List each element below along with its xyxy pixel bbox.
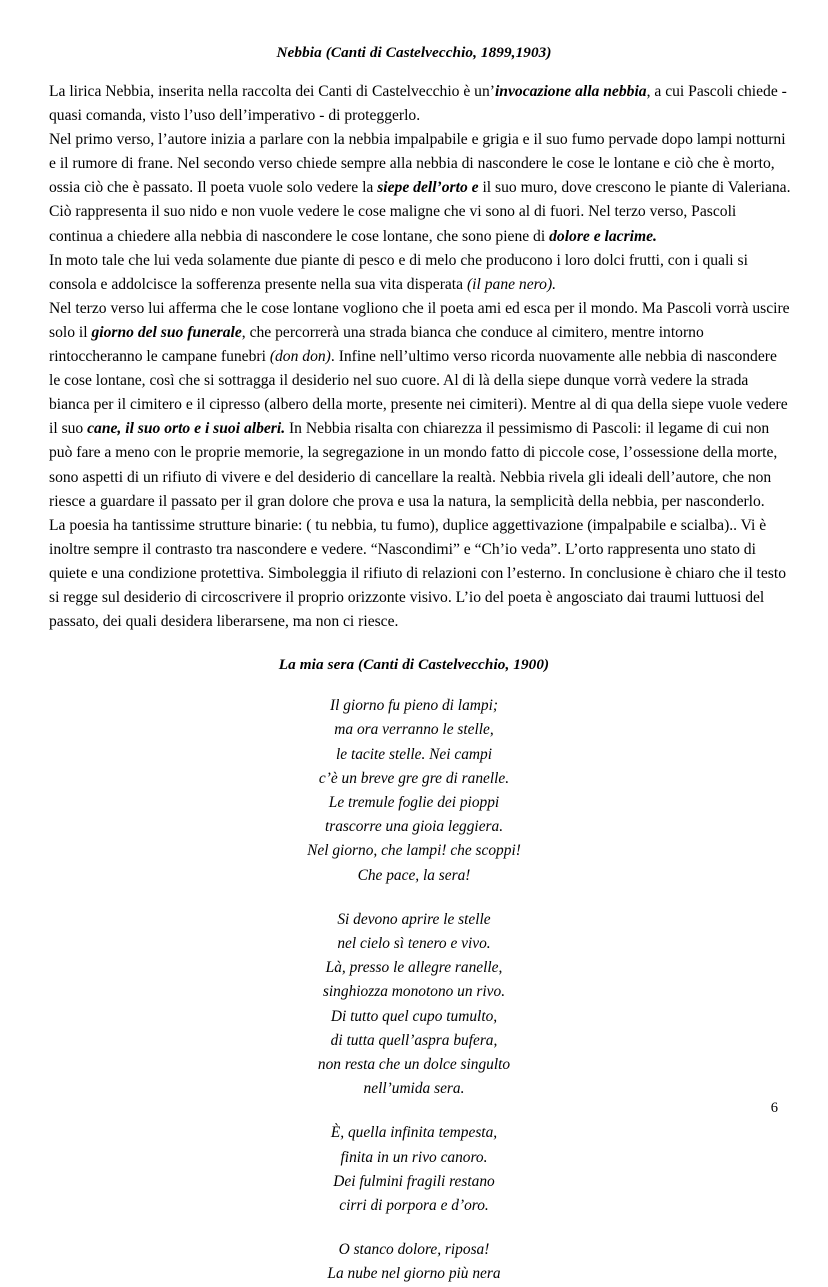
emphasis-bold-italic: siepe dell’orto e (377, 179, 479, 197)
essay-line (49, 345, 779, 369)
poem-stanza (49, 908, 779, 1102)
text-run: consola e addolcisce la sofferenza presente nella sua vita disperata (49, 275, 467, 293)
essay-line (49, 225, 779, 249)
emphasis-bold-italic: invocazione alla nebbia (494, 83, 647, 100)
text-run: quasi comanda, visto l’uso dell’imperativo - di proteggerlo. (49, 107, 421, 125)
text-run: il suo muro, dove crescono le piante di Valeriana. (478, 179, 791, 197)
essay-line (49, 610, 779, 634)
emphasis-bold-italic: cane, il suo orto e i suoi alberi. (87, 420, 286, 438)
poem-verse: cirri di porpora e d’oro. (339, 1197, 489, 1215)
essay-line (49, 104, 779, 128)
text-run: Nel primo verso, l’autore inizia a parlare con la nebbia impalpabile e grigia e il suo fumo pervade dopo lampi notturni (49, 131, 786, 149)
text-run: solo il (49, 323, 92, 341)
essay-line (49, 441, 779, 465)
essay-line (49, 80, 787, 104)
poem-verse: Di tutto quel cupo tumulto, (330, 1007, 498, 1025)
poem-verse: trascorre una gioia leggiera. (324, 818, 504, 836)
text-run: ossia ciò che è passato. Il poeta vuole solo vedere la (49, 179, 378, 197)
poem-stanza (49, 1238, 779, 1286)
poem-verse: O stanco dolore, riposa! (338, 1241, 490, 1259)
poem-verse: La nube nel giorno più nera (327, 1265, 501, 1283)
essay-line (49, 514, 779, 538)
essay-line (49, 128, 786, 152)
text-run: riesce a guardare il passato per il gran dolore che prova e usa la natura, la semplicità della nebbia, per nasconderlo. (49, 492, 765, 510)
poem-stanza (49, 1121, 779, 1218)
essay-line (49, 586, 779, 610)
essay-line (49, 152, 779, 176)
essay-line (49, 466, 779, 490)
poem-body (49, 694, 779, 1286)
text-run: il suo (49, 420, 88, 438)
poem-verse: finita in un rivo canoro. (340, 1148, 488, 1166)
text-run: può fare a meno con le proprie memorie, la segregazione in un mondo fatto di piccole cose, l’ossessione della morte, (49, 444, 778, 462)
emphasis-italic: (il pane nero). (466, 275, 557, 293)
essay-body (49, 80, 791, 634)
document-content (49, 44, 791, 1287)
essay-line (49, 321, 779, 345)
text-run: le cose lontane, così che si sottragga il desiderio nel suo cuore. Al di là della siepe dunque vorrà vedere la strada (49, 372, 749, 390)
emphasis-bold-italic: dolore e lacrime. (549, 227, 657, 245)
text-run: rintoccheranno le campane funebri (49, 348, 270, 366)
poem-verse: nell’umida sera. (363, 1080, 465, 1098)
text-run: In moto tale che lui veda solamente due piante di pesco e di melo che producono i loro dolci frutti, con i quali si (49, 251, 748, 269)
poem-verse: c’è un breve gre gre di ranelle. (318, 769, 510, 787)
emphasis-italic: (don don) (269, 348, 331, 366)
essay-title: Nebbia (Canti di Castelvecchio, 1899,1903) (276, 44, 552, 61)
poem-verse: Il giorno fu pieno di lampi; (329, 697, 498, 715)
text-run: continua a chiedere alla nebbia di nascondere le cose lontane, che sono piene di (49, 227, 550, 245)
text-run: si regge sul desiderio di circoscrivere il proprio orizzonte visivo. L’io del poeta è angosciato dai traumi luttuosi del (49, 588, 765, 606)
essay-line (49, 562, 787, 586)
essay-line (49, 417, 779, 441)
poem-verse: non resta che un dolce singulto (317, 1056, 511, 1073)
text-run: , a cui Pascoli chiede - (646, 83, 787, 100)
text-run: passato, dei quali desidera liberarsene, ma non ci riesce. (49, 613, 399, 631)
text-run: Ciò rappresenta il suo nido e non vuole vedere le cose maligne che vi sono al di fuori. Nel terzo verso, Pascoli (49, 203, 737, 221)
poem-verse: Che pace, la sera! (357, 866, 471, 884)
text-run: La poesia ha tantissime strutture binarie: ( tu nebbia, tu fumo), duplice aggettivazione (impalpabile e scialba).. Vi è (49, 516, 767, 534)
text-run: e il rumore di frane. Nel secondo verso chiede sempre alla nebbia di nascondere le cose le lontane e ciò che è morto, (49, 155, 775, 173)
essay-line (49, 249, 779, 273)
text-run: , che percorrerà una strada bianca che conduce al cimitero, mentre intorno (241, 323, 704, 341)
poem-verse: Le tremule foglie dei pioppi (328, 793, 500, 811)
poem-stanza (49, 694, 779, 888)
poem-verse: Dei fulmini fragili restano (333, 1172, 495, 1190)
essay-line (49, 297, 790, 321)
text-run: In Nebbia risalta con chiarezza il pessimismo di Pascoli: il legame di cui non (285, 420, 770, 438)
text-run: . Infine nell’ultimo verso ricorda nuovamente alle nebbia di nascondere (330, 348, 777, 366)
poem-verse: singhiozza monotono un rivo. (322, 983, 506, 1001)
emphasis-bold-italic: giorno del suo funerale (91, 323, 242, 341)
poem-verse: nel cielo sì tenero e vivo. (337, 934, 491, 952)
essay-line (49, 369, 779, 393)
poem-verse: Nel giorno, che lampi! che scoppi! (307, 842, 521, 860)
text-run: quiete e una condizione protettiva. Simboleggia il rifiuto di relazioni con l’esterno. In conclusione è chiaro che il testo (49, 564, 787, 582)
essay-line (49, 176, 791, 200)
poem-verse: È, quella infinita tempesta, (330, 1124, 498, 1142)
poem-verse: Là, presso le allegre ranelle, (325, 959, 503, 977)
poem-verse: ma ora verranno le stelle, (334, 721, 494, 739)
essay-line (49, 393, 788, 417)
text-run: bianca per il cimitero e il cipresso (albero della morte, presente nei cimiteri). Mentre al di qua della siepe vuole vedere (49, 396, 788, 414)
text-run: inoltre sempre il contrasto tra nascondere e vedere. “Nascondimi” e “Ch’io veda”. L’orto rappresenta uno stato di (49, 540, 756, 558)
text-run: sono aspetti di un rifiuto di vivere e del desiderio di cancellare la realtà. Nebbia rivela gli ideali dell’autore, che non (49, 468, 772, 486)
essay-line (49, 538, 779, 562)
essay-line (49, 273, 779, 297)
essay-line (49, 490, 779, 514)
poem-verse: le tacite stelle. Nei campi (336, 745, 492, 763)
page-number: 6 (770, 1100, 778, 1116)
poem-verse: di tutta quell’aspra bufera, (330, 1031, 498, 1049)
poem-title: La mia sera (Canti di Castelvecchio, 1900) (278, 656, 550, 674)
text-run: La lirica Nebbia, inserita nella raccolta dei Canti di Castelvecchio è un’ (49, 83, 495, 100)
text-run: Nel terzo verso lui afferma che le cose lontane vogliono che il poeta ami ed esca per il mondo. Ma Pascoli vorrà uscire (49, 299, 790, 317)
essay-line (49, 200, 779, 224)
poem-verse: Si devono aprire le stelle (337, 910, 491, 928)
